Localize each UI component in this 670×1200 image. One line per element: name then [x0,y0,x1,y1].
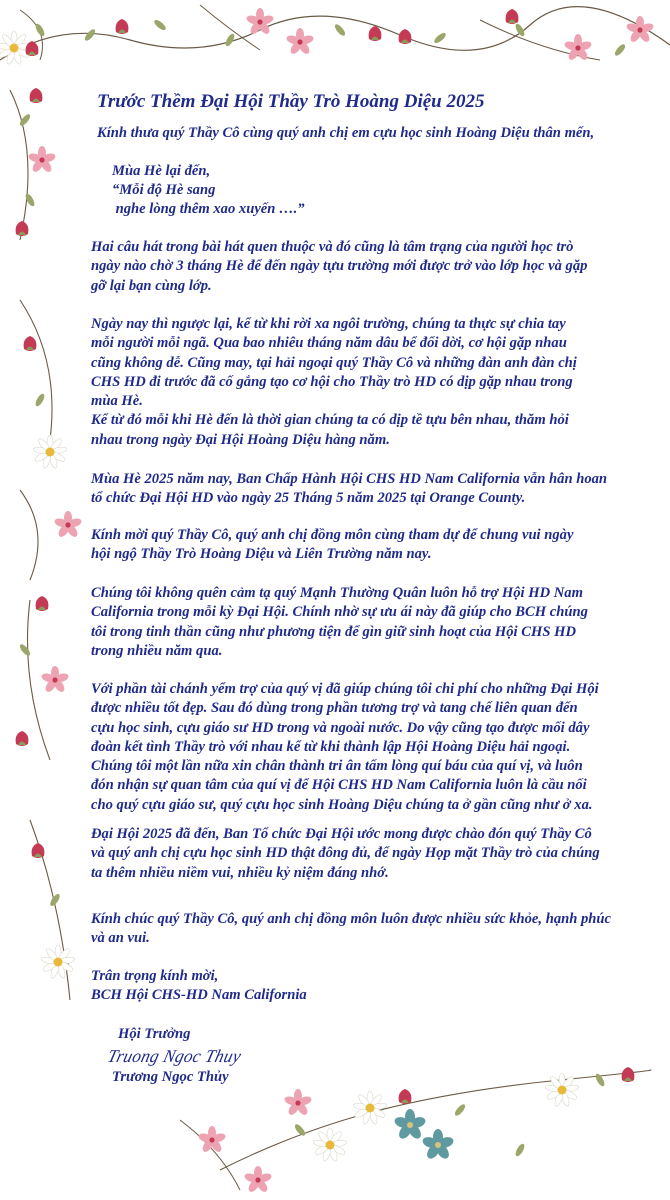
signer-role: Hội Trưởng [118,1026,191,1042]
paragraph: Với phần tài chánh yểm trợ của quý vị đã giúp chúng tôi chi phí cho những Đại Hội được nhiều tốt đẹp. Sau đó dùng trong phần tương trợ và tang chế liên quan đến cựu học sinh, cựu giáo sư HD trong và ngoài nước. Do vậy cũng tạo được mối dây đoàn kết tình Thầy trò với nhau kể từ khi thành lập Hội Hoàng Diệu hải ngoại. Chúng tôi một lần nữa xin chân thành tri ân tấm lòng quí báu của quí vị, và luôn đón nhận sự quan tâm của quí vị để Hội CHS HD Nam California luôn là cầu nối cho quý cựu giáo sư, quý cựu học sinh Hoàng Diệu chúng ta ở gần cũng như ở xa. [91,681,599,813]
paragraph: Kính mời quý Thầy Cô, quý anh chị đồng môn cùng tham dự để chung vui ngày hội ngộ Thầy Trò Hoàng Diệu và Liên Trường năm nay. [91,527,574,563]
song-line: Mùa Hè lại đến, [112,163,211,179]
paragraph: Chúng tôi không quên cảm tạ quý Mạnh Thường Quân luôn hỗ trợ Hội HD Nam California trong mỗi kỳ Đại Hội. Chính nhờ sự ưu ái này đã giúp cho BCH chúng tôi trong tinh thần cũng như phương tiện để gìn giữ sinh hoạt của Hội CHS HD trong nhiều năm qua. [91,585,588,659]
organization: BCH Hội CHS-HD Nam California [91,987,307,1003]
greeting: Kính thưa quý Thầy Cô cùng quý anh chị em cựu học sinh Hoàng Diệu thân mến, [97,125,595,141]
paragraph: Kính chúc quý Thầy Cô, quý anh chị đồng môn luôn được nhiều sức khỏe, hạnh phúc và an vui. [91,911,612,947]
handwritten-signature: Truong Ngoc Thuy [105,1046,244,1066]
bottom-garland [180,1067,651,1194]
song-line: nghe lòng thêm xao xuyến ….” [112,201,305,217]
paragraph: Đại Hội 2025 đã đến, Ban Tổ chức Đại Hội ước mong được chào đón quý Thầy Cô và quý anh chị cựu học sinh HD thật đông đủ, để ngày Họp mặt Thầy trò của chúng ta thêm nhiều niềm vui, nhiều kỷ niệm đáng nhớ. [91,826,600,881]
paragraph: Mùa Hè 2025 năm nay, Ban Chấp Hành Hội CHS HD Nam California vẫn hân hoan tổ chức Đại Hội HD vào ngày 25 Tháng 5 năm 2025 tại Orange County. [91,471,608,507]
paragraph: Ngày nay thì ngược lại, kể từ khi rời xa ngôi trường, chúng ta thực sự chia tay mỗi người mỗi ngã. Qua bao nhiêu tháng năm dâu bể đổi dời, cơ hội gặp nhau cũng không dễ. Cũng may, tại hải ngoại quý Thầy Cô và những đàn anh đàn chị CHS HD đi trước đã cố gắng tạo cơ hội cho Thầy trò HD có dịp gặp nhau trong mùa Hè. Kể từ đó mỗi khi Hè đến là thời gian chúng ta có dịp tề tựu bên nhau, thăm hỏi nhau trong ngày Đại Hội Hoàng Diệu hàng năm. [91,316,577,448]
paragraph: Hai câu hát trong bài hát quen thuộc và đó cũng là tâm trạng của người học trò ngày nào chờ 3 tháng Hè để đến ngày tựu trường mới được trở vào lớp học và gặp gỡ lại bạn cùng lớp. [91,239,588,294]
letter-title: Trước Thềm Đại Hội Thầy Trò Hoàng Diệu 2025 [97,91,485,112]
left-vine [10,88,83,1000]
closing: Trân trọng kính mời, [91,968,219,984]
signer-name: Trương Ngọc Thủy [112,1069,229,1085]
song-line: “Mỗi độ Hè sang [112,182,216,198]
top-garland [0,5,670,65]
